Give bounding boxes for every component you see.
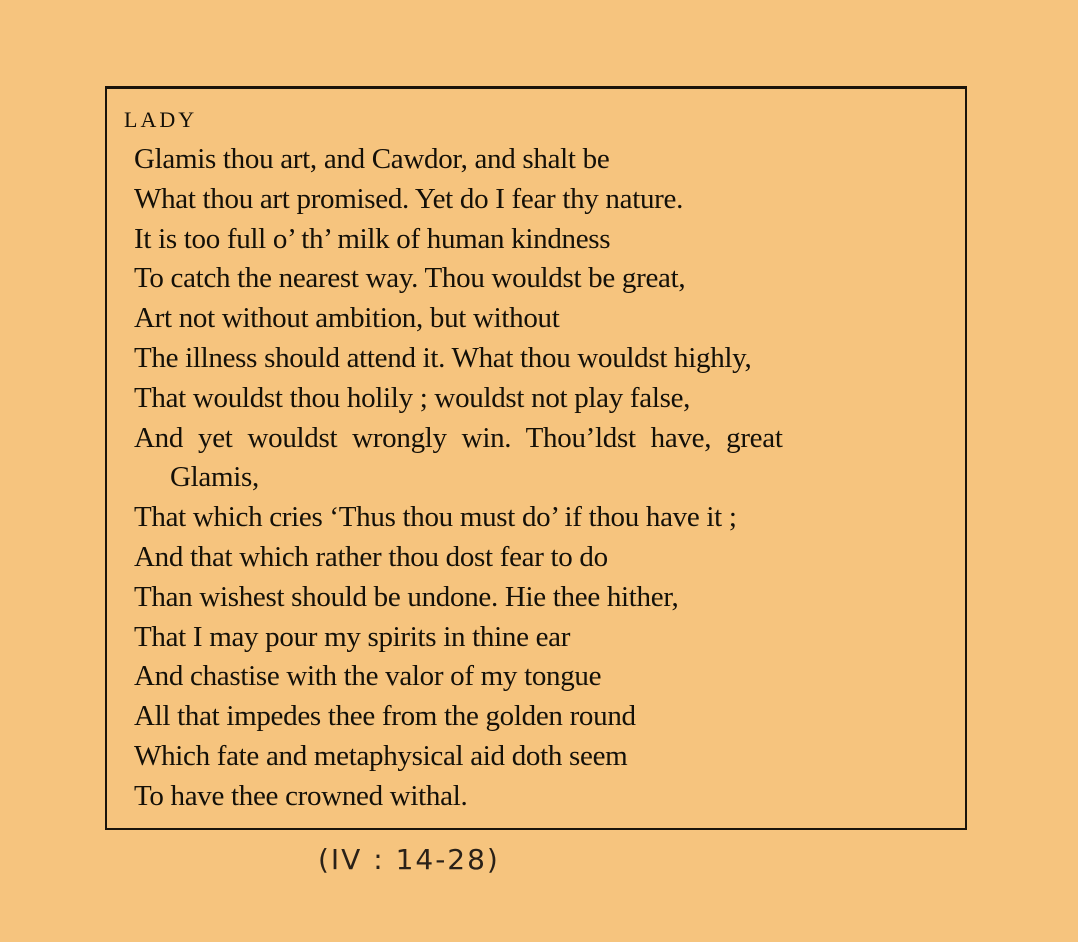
verse-line-13: And chastise with the valor of my tongue xyxy=(134,660,602,693)
verse-line-16: To have thee crowned withal. xyxy=(134,779,468,812)
verse-line-10: And that which rather thou dost fear to do xyxy=(134,540,608,573)
verse-line-1: Glamis thou art, and Cawdor, and shalt be xyxy=(134,143,610,175)
verse-line-9: That which cries ‘Thus thou must do’ if thou have it ; xyxy=(134,501,737,534)
handwritten-citation: (IV : 14-28) xyxy=(318,843,500,876)
verse-line-8-continuation: Glamis, xyxy=(170,461,259,494)
verse-line-8: And yet wouldst wrongly win. Thou’ldst have, great xyxy=(134,421,783,454)
verse-line-12: That I may pour my spirits in thine ear xyxy=(134,620,571,653)
verse-line-7: That wouldst thou holily ; wouldst not play false, xyxy=(134,381,691,414)
verse-line-5: Art not without ambition, but without xyxy=(134,302,560,335)
verse-line-11: Than wishest should be undone. Hie thee hither, xyxy=(134,580,679,613)
verse-line-6: The illness should attend it. What thou wouldst highly, xyxy=(134,341,752,374)
verse-line-2: What thou art promised. Yet do I fear thy nature. xyxy=(134,182,684,215)
verse-lines xyxy=(134,140,960,817)
verse-line-14: All that impedes thee from the golden round xyxy=(134,700,636,733)
verse-line-15: Which fate and metaphysical aid doth seem xyxy=(134,739,628,772)
speaker-name: LADY xyxy=(124,107,198,132)
verse-line-4: To catch the nearest way. Thou wouldst be great, xyxy=(134,262,686,295)
verse-line-3: It is too full o’ th’ milk of human kindness xyxy=(134,222,611,255)
